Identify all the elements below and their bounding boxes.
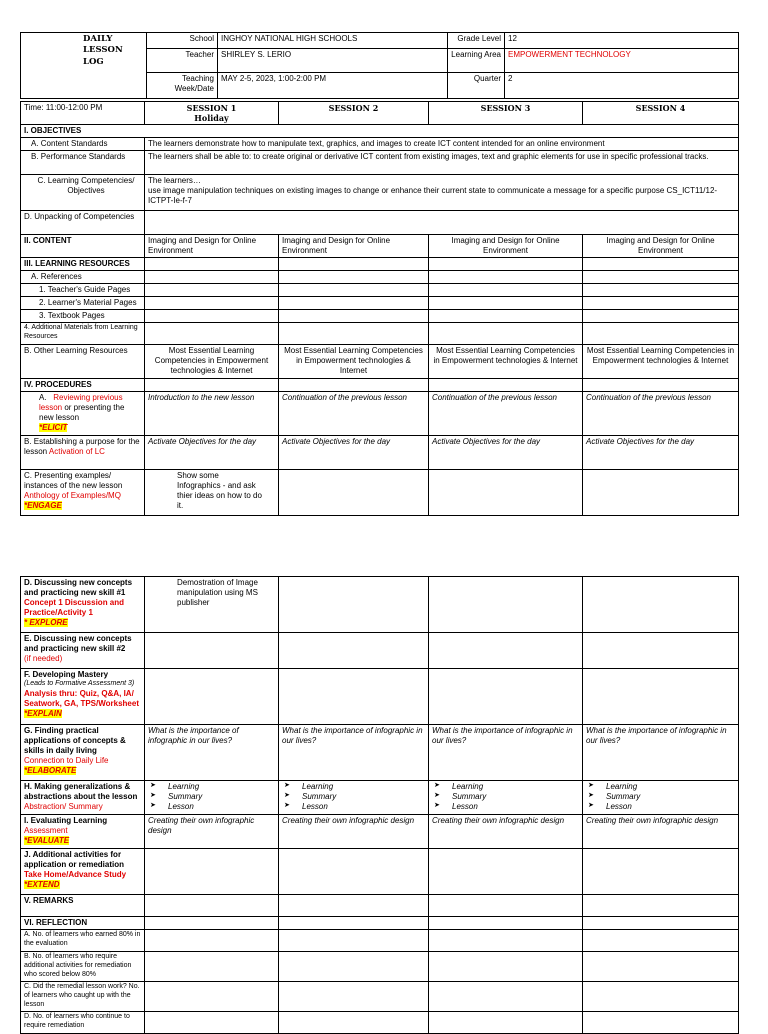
session-3-header: SESSION 3 <box>429 102 583 125</box>
procedure-g-red: Connection to Daily Life <box>24 756 109 765</box>
summary-item: ➤ Summary <box>606 792 735 802</box>
competencies-line-1: The learners… <box>148 176 201 185</box>
teaching-label: Teaching Week/Date <box>147 73 218 99</box>
procedure-g-text: G. Finding practical applications of concepts & skills in daily living <box>24 726 126 755</box>
procedure-g-label <box>21 725 145 781</box>
performance-standards-label: B. Performance Standards <box>21 151 145 175</box>
content-s1: Imaging and Design for Online Environment <box>145 235 279 258</box>
session-time: Time: 11:00-12:00 PM <box>21 102 145 125</box>
competencies-label: C. Learning Competencies/ Objectives <box>21 175 145 211</box>
procedure-g-s2: What is the importance of infographic in our lives? <box>279 725 429 781</box>
procedure-a-tag: *ELICIT <box>39 423 68 432</box>
performance-standards-value: The learners shall be able to: to create original or derivative ICT content from existing images, text and graphic elements for use in specific professional tracks. <box>145 151 739 175</box>
teaching-value: MAY 2-5, 2023, 1:00-2:00 PM <box>218 73 448 99</box>
procedure-h-red: Abstraction/ Summary <box>24 802 103 811</box>
summary-item: ➤ Lesson <box>452 802 579 812</box>
content-s3: Imaging and Design for Online Environment <box>429 235 583 258</box>
procedure-a-label <box>21 392 145 436</box>
procedures-heading: IV. PROCEDURES <box>21 379 145 392</box>
school-label: School <box>147 33 218 49</box>
other-resources-s2: Most Essential Learning Competencies in Empowerment technologies & Internet <box>279 345 429 379</box>
grade-value: 12 <box>505 33 739 49</box>
procedure-h-s4 <box>583 781 739 815</box>
procedure-f-sub: (Leads to Formative Assessment 3) <box>24 680 135 687</box>
other-resources-s3: Most Essential Learning Competencies in Empowerment technologies & Internet <box>429 345 583 379</box>
procedure-e-red: (if needed) <box>24 654 63 663</box>
teacher-label: Teacher <box>147 49 218 73</box>
procedure-b-s1: Activate Objectives for the day <box>145 436 279 470</box>
remarks-heading: V. REMARKS <box>21 895 145 917</box>
summary-item: ➤ Learning <box>302 782 425 792</box>
procedure-e-text: E. Discussing new concepts and practicing new skill #2 <box>24 634 132 653</box>
procedure-d-red: Concept 1 Discussion and Practice/Activity 1 <box>24 598 125 617</box>
procedure-i-text: I. Evaluating Learning <box>24 816 108 825</box>
dll-title-line-2: LESSON <box>83 45 123 56</box>
grade-label: Grade Level <box>448 33 505 49</box>
content-standards-value: The learners demonstrate how to manipulate text, graphics, and images to create ICT content intended for an online environment <box>145 138 739 151</box>
procedure-g-s1: What is the importance of infographic in our lives? <box>145 725 279 781</box>
procedure-c-label <box>21 470 145 516</box>
other-resources-s1: Most Essential Learning Competencies in Empowerment technologies & Internet <box>145 345 279 379</box>
procedure-b-text: B. Establishing a purpose for the lesson <box>24 437 140 456</box>
procedure-j-tag: *EXTEND <box>24 880 60 889</box>
references-label: A. References <box>21 271 145 284</box>
reflection-c-label: C. Did the remedial lesson work? No. of learners who caught up with the lesson <box>21 982 145 1012</box>
procedure-h-label <box>21 781 145 815</box>
procedure-i-s2: Creating their own infographic design <box>279 815 429 849</box>
competencies-value <box>145 175 739 211</box>
procedure-f-tag: *EXPLAIN <box>24 708 62 718</box>
summary-item: ➤ Summary <box>168 792 275 802</box>
procedure-i-s3: Creating their own infographic design <box>429 815 583 849</box>
procedure-b-s3: Activate Objectives for the day <box>429 436 583 470</box>
procedure-i-tag: *EVALUATE <box>24 836 70 845</box>
content-s4: Imaging and Design for Online Environment <box>583 235 739 258</box>
school-value: INGHOY NATIONAL HIGH SCHOOLS <box>218 33 448 49</box>
procedure-i-label <box>21 815 145 849</box>
procedure-g-s3: What is the importance of infographic in our lives? <box>429 725 583 781</box>
procedure-g-s4: What is the importance of infographic in our lives? <box>583 725 739 781</box>
reflection-a-label: A. No. of learners who earned 80% in the evaluation <box>21 930 145 952</box>
area-value: EMPOWERMENT TECHNOLOGY <box>505 49 739 73</box>
procedure-f-red: Analysis thru: Quiz, Q&A, IA/ Seatwork, GA, TPS/Worksheet <box>24 688 139 708</box>
procedure-d-tag: * EXPLORE <box>24 618 68 627</box>
quarter-value: 2 <box>505 73 739 99</box>
summary-item: ➤ Summary <box>452 792 579 802</box>
procedure-h-s1 <box>145 781 279 815</box>
procedure-a-prefix: A. <box>39 393 47 402</box>
procedure-d-s1: Demostration of Image manipulation using MS publisher <box>145 577 279 633</box>
textbook-pages-label: 3. Textbook Pages <box>21 310 145 323</box>
procedure-h-text: H. Making generalizations & abstractions about the lesson <box>24 782 138 801</box>
procedure-g-tag: *ELABORATE <box>24 766 77 775</box>
procedure-f-label <box>21 669 145 725</box>
procedure-j-text: J. Additional activities for application or remediation <box>24 850 125 869</box>
content-heading: II. CONTENT <box>21 235 145 258</box>
procedure-a-s2: Continuation of the previous lesson <box>279 392 429 436</box>
procedure-b-label <box>21 436 145 470</box>
competencies-line-2: use image manipulation techniques on existing images to change or enhance their current state to communicate a message for a specific purpose CS_ICT11/12-ICTPT-Ie-f-7 <box>148 186 718 205</box>
tg-pages-label: 1. Teacher's Guide Pages <box>21 284 145 297</box>
summary-item: ➤ Lesson <box>302 802 425 812</box>
procedure-b-s2: Activate Objectives for the day <box>279 436 429 470</box>
summary-item: ➤ Learning <box>452 782 579 792</box>
session-1-header <box>145 102 279 125</box>
procedure-c-s1: Show some Infographics - and ask thier ideas on how to do it. <box>145 470 279 516</box>
procedure-j-red: Take Home/Advance Study <box>24 870 127 879</box>
unpacking-value <box>145 211 739 235</box>
procedure-b-s4: Activate Objectives for the day <box>583 436 739 470</box>
procedure-h-s3 <box>429 781 583 815</box>
main-table-2 <box>20 576 739 1034</box>
summary-item: ➤ Learning <box>606 782 735 792</box>
teacher-value: SHIRLEY S. LERIO <box>218 49 448 73</box>
procedure-e-label <box>21 633 145 669</box>
procedure-i-s1: Creating their own infographic design <box>145 815 279 849</box>
procedure-a-rest: or presenting the new lesson <box>39 403 125 422</box>
session-1-label: SESSION 1 <box>186 103 237 113</box>
procedure-f-text: F. Developing Mastery <box>24 670 109 679</box>
session-4-header: SESSION 4 <box>583 102 739 125</box>
quarter-label: Quarter <box>448 73 505 99</box>
dll-title-line-3: LOG <box>83 56 104 67</box>
content-s2: Imaging and Design for Online Environment <box>279 235 429 258</box>
summary-item: ➤ Lesson <box>168 802 275 812</box>
procedure-c-text: C. Presenting examples/ instances of the new lesson <box>24 471 123 490</box>
dll-title-line-1: DAILY <box>83 34 113 44</box>
summary-item: ➤ Lesson <box>606 802 735 812</box>
lm-pages-label: 2. Learner's Material Pages <box>21 297 145 310</box>
reflection-b-label: B. No. of learners who require additional activities for remediation who scored below 80% <box>21 952 145 982</box>
procedure-a-s1: Introduction to the new lesson <box>145 392 279 436</box>
objectives-heading: I. OBJECTIVES <box>21 125 739 138</box>
session-2-header: SESSION 2 <box>279 102 429 125</box>
procedure-i-red: Assessment <box>24 826 68 835</box>
procedure-i-s4: Creating their own infographic design <box>583 815 739 849</box>
dll-title <box>21 33 147 99</box>
unpacking-label: D. Unpacking of Competencies <box>21 211 145 235</box>
procedure-h-s2 <box>279 781 429 815</box>
other-resources-s4: Most Essential Learning Competencies in Empowerment technologies & Internet <box>583 345 739 379</box>
procedure-d-label <box>21 577 145 633</box>
procedure-d-text: D. Discussing new concepts and practicing new skill #1 <box>24 578 133 597</box>
reflection-d-label: D. No. of learners who continue to require remediation <box>21 1012 145 1034</box>
resources-heading: III. LEARNING RESOURCES <box>21 258 145 271</box>
reflection-heading: VI. REFLECTION <box>21 917 145 930</box>
procedure-c-tag: *ENGAGE <box>24 501 62 510</box>
content-standards-label: A. Content Standards <box>21 138 145 151</box>
procedure-a-s3: Continuation of the previous lesson <box>429 392 583 436</box>
procedure-a-s4: Continuation of the previous lesson <box>583 392 739 436</box>
session-1-note: Holiday <box>194 113 229 123</box>
procedure-c-red: Anthology of Examples/MQ <box>24 491 121 500</box>
main-table-1 <box>20 101 739 516</box>
other-resources-label: B. Other Learning Resources <box>21 345 145 379</box>
summary-item: ➤ Learning <box>168 782 275 792</box>
procedure-j-label <box>21 849 145 895</box>
header-table <box>20 32 739 99</box>
summary-item: ➤ Summary <box>302 792 425 802</box>
procedure-a-red: Reviewing previous lesson <box>39 393 123 412</box>
procedure-b-red: Activation of LC <box>48 447 105 456</box>
additional-materials-label: 4. Additional Materials from Learning Resources <box>21 323 145 345</box>
area-label: Learning Area <box>448 49 505 73</box>
